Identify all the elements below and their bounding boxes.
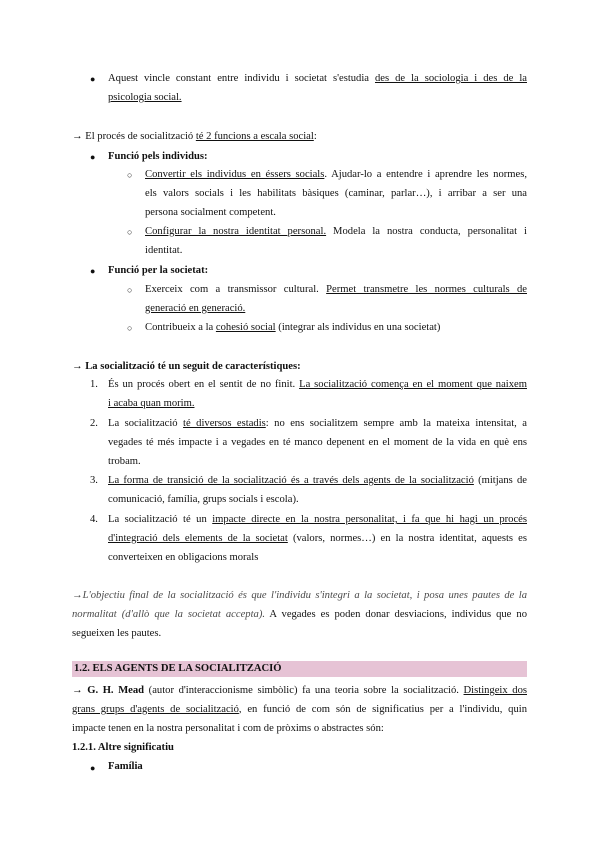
paragraph-line: identitat. <box>145 245 183 256</box>
list-number: 2. <box>90 418 98 429</box>
paragraph-line: Contribueix a la cohesió social (integrar als individus en una societat) <box>145 322 441 333</box>
bullet-icon: ● <box>90 152 96 162</box>
paragraph-line: grans grups d'agents de socialització, en funció de com són de significatius per a l'individu, quin <box>72 704 527 715</box>
bullet-icon: ● <box>90 763 96 773</box>
paragraph-line: psicologia social. <box>108 92 182 103</box>
list-item-line: vegades té més impacte i a vegades en té manco depenent en el moment de la vida en què ens <box>108 437 527 448</box>
circle-bullet-icon: ○ <box>127 323 133 333</box>
list-number: 4. <box>90 514 98 525</box>
list-item-line: i acaba quan morim. <box>108 398 195 409</box>
paragraph-line: Convertir els individus en éssers socials. Ajudar-lo a entendre i aprendre les normes, <box>145 169 527 180</box>
paragraph-line: els valors socials i les habilitats bàsiques (caminar, parlar…), i arribar a ser una <box>145 188 527 199</box>
list-item-line: La socialització té diversos estadis: no ens socialitzem sempre amb la mateixa intensitat, a <box>108 418 527 429</box>
function-title: Funció per la societat: <box>108 265 209 276</box>
list-item-line: La socialització té un impacte directe en la nostra personalitat, i fa que hi hagi un procés <box>108 514 527 525</box>
final-objective-line: normalitat (d'allò que la societat accepta). A vegades es poden donar desviacions, individus que no <box>72 609 527 620</box>
paragraph-line: impacte tenen en la nostra personalitat i com de pròxims o abstractes són: <box>72 723 384 734</box>
paragraph-line: Exerceix com a transmissor cultural. Permet transmetre les normes culturals de <box>145 284 527 295</box>
paragraph-line: Configurar la nostra identitat personal. Modela la nostra conducta, personalitat i <box>145 226 527 237</box>
list-item-line: La forma de transició de la socialització és a través dels agents de la socialització (mitjans de <box>108 475 527 486</box>
list-item-line: converteixen en obligacions morals <box>108 552 259 563</box>
section-heading: 1.2. ELS AGENTS DE LA SOCIALITZACIÓ <box>74 663 282 674</box>
paragraph-line: persona socialment competent. <box>145 207 276 218</box>
list-item-line: comunicació, família, grups socials i escola). <box>108 494 299 505</box>
bullet-icon: ● <box>90 74 96 84</box>
paragraph-line: generació en generació. <box>145 303 246 314</box>
paragraph-line: Aquest vincle constant entre individu i societat s'estudia des de la sociologia i des de la <box>108 73 527 84</box>
list-number: 1. <box>90 379 98 390</box>
process-intro: → El procés de socialització té 2 funcions a escala social: <box>72 131 317 142</box>
bullet-icon: ● <box>90 266 96 276</box>
final-objective-line: →L'objectiu final de la socialització és que l'individu s'integri a la societat, i posa unes pautes de la <box>72 590 527 601</box>
circle-bullet-icon: ○ <box>127 227 133 237</box>
list-item-familia: Família <box>108 761 143 772</box>
paragraph-line: → G. H. Mead (autor d'interaccionisme simbòlic) fa una teoria sobre la socialització. Distingeix dos <box>72 685 527 696</box>
list-item-line: trobam. <box>108 456 141 467</box>
list-item-line: d'integració dels elements de la societat (valors, normes…) en la nostra identitat, aquests es <box>108 533 527 544</box>
final-objective-line: segueixen les pautes. <box>72 628 162 639</box>
subsection-title: 1.2.1. Altre significatiu <box>72 742 174 753</box>
characteristics-title: → La socialització té un seguit de característiques: <box>72 361 301 372</box>
list-number: 3. <box>90 475 98 486</box>
list-item-line: És un procés obert en el sentit de no finit. La socialització comença en el moment que naixem <box>108 379 527 390</box>
function-title: Funció pels individus: <box>108 151 208 162</box>
circle-bullet-icon: ○ <box>127 170 133 180</box>
circle-bullet-icon: ○ <box>127 285 133 295</box>
